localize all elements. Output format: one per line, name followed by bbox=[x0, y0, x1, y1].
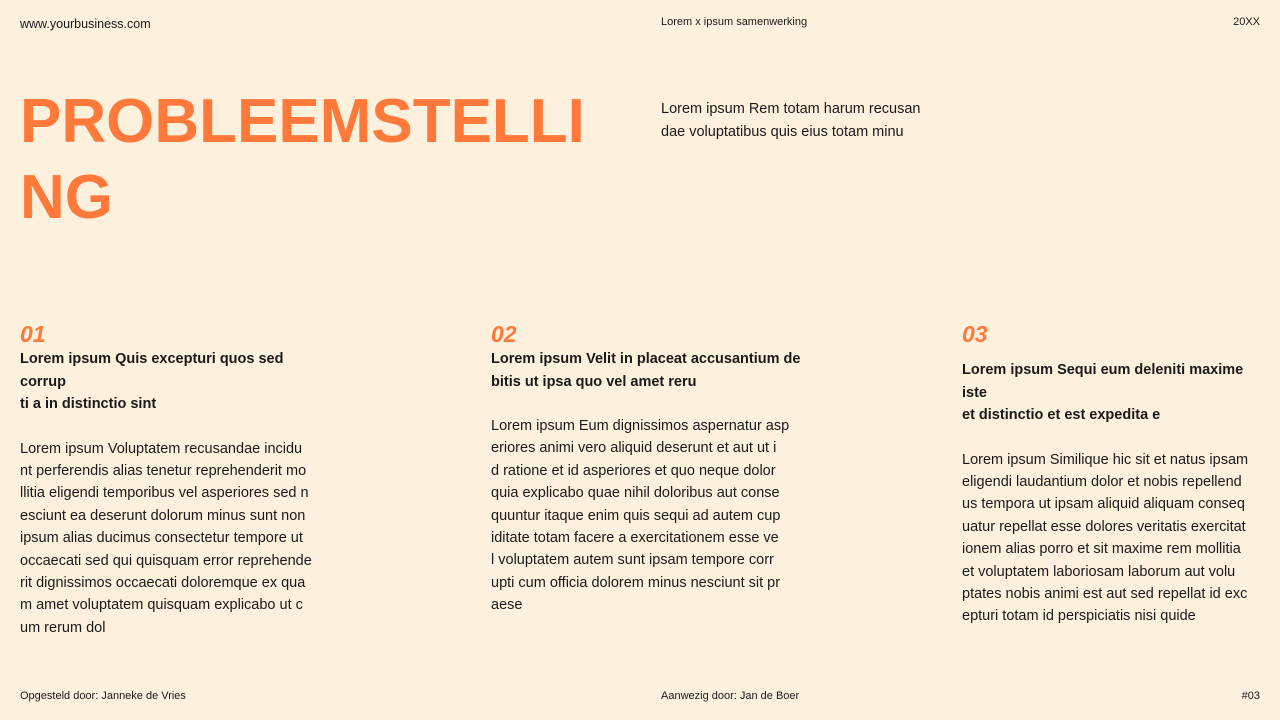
column-number: 01 bbox=[20, 321, 46, 347]
column-number: 03 bbox=[962, 321, 988, 347]
author-label: Opgesteld door: Janneke de Vries bbox=[20, 690, 186, 702]
page-title: PROBLEEMSTELLI NG bbox=[20, 87, 585, 232]
column-2 bbox=[491, 320, 801, 617]
intro-text: Lorem ipsum Rem totam harum recusan dae voluptatibus quis eius totam minu bbox=[661, 101, 921, 140]
year-label: 20XX bbox=[1233, 16, 1260, 28]
collaboration-label: Lorem x ipsum samenwerking bbox=[661, 16, 808, 28]
column-3 bbox=[962, 320, 1272, 628]
column-body: Lorem ipsum Similique hic sit et natus ipsam eligendi laudantium dolor et nobis repellend us tempora ut ipsam aliquid aliquam conseq uatur repellat esse dolores veritatis exercitat ionem alias porro et sit maxime rem mollitia et voluptatem laboriosam laborum aut volu ptates nobis animi est aut sed repellat id exc epturi totam id perspiciatis nisi quide bbox=[962, 451, 1249, 625]
present-label: Aanwezig door: Jan de Boer bbox=[661, 690, 800, 702]
column-body: Lorem ipsum Voluptatem recusandae incidu nt perferendis alias tenetur reprehenderit mo llitia eligendi temporibus vel asperiores sed n esciunt ea deserunt dolorum minus sunt non ipsum alias ducimus consectetur tempore ut occaecati sed qui quisquam error reprehende rit dignissimos occaecati doloremque ex qua m amet voluptatem quisquam explicabo ut c um rerum dol bbox=[20, 440, 312, 636]
column-number: 02 bbox=[491, 321, 517, 347]
page-number: #03 bbox=[1241, 690, 1260, 702]
column-1 bbox=[20, 320, 330, 639]
column-heading: Lorem ipsum Sequi eum deleniti maxime iste et distinctio et est expedita e bbox=[962, 362, 1244, 423]
column-body: Lorem ipsum Eum dignissimos aspernatur asp eriores animi vero aliquid deserunt et aut ut i d ratione et id asperiores et quo neque dolor quia explicabo quae nihil doloribus aut conse quuntur itaque enim quis sequi ad autem cup iditate totam facere a exercitationem esse ve l voluptatem autem sunt ipsam tempore corr upti cum officia dolorem minus nesciunt sit pr aese bbox=[491, 418, 790, 614]
website-url: www.yourbusiness.com bbox=[20, 17, 151, 31]
column-heading: Lorem ipsum Velit in placeat accusantium de bitis ut ipsa quo vel amet reru bbox=[491, 351, 801, 390]
column-heading: Lorem ipsum Quis excepturi quos sed corrup ti a in distinctio sint bbox=[20, 351, 284, 412]
